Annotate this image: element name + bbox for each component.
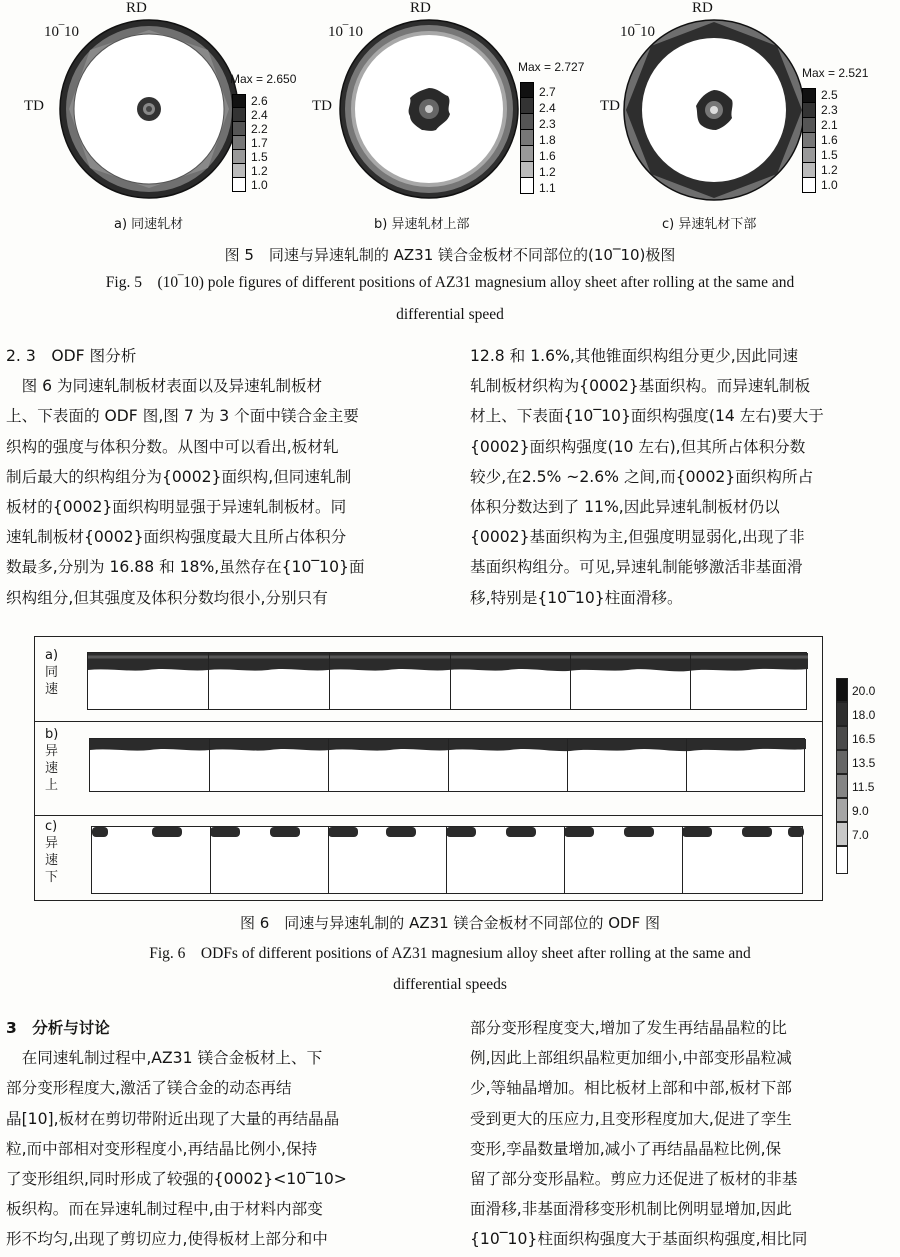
legend-value: 2.6 <box>251 94 268 108</box>
legend-value: 1.0 <box>821 178 838 192</box>
td-label: TD <box>24 98 44 114</box>
legend-value: 1.0 <box>251 178 268 192</box>
legend-value: 2.3 <box>821 103 838 117</box>
row-label-part: 速 <box>45 761 59 776</box>
text-line: 速轧制板材{0002}面织构强度最大且所占体积分 <box>6 528 347 547</box>
legend-values <box>821 88 838 193</box>
legend-values <box>251 94 268 192</box>
pole-figure-c-plot <box>622 18 806 202</box>
legend-value: 1.2 <box>539 165 556 179</box>
colorbar-value: 16.5 <box>852 732 876 746</box>
text-line: 少,等轴晶增加。相比板材上部和中部,板材下部 <box>470 1079 792 1098</box>
odf-cell-divider <box>210 827 211 893</box>
row-label <box>45 818 58 886</box>
text-line: 12.8 和 1.6%,其他锥面织构组分更少,因此同速 <box>470 347 799 365</box>
rd-label: RD <box>692 0 713 16</box>
text-line: 图 6 为同速轧制板材表面以及异速轧制板材 <box>6 377 323 396</box>
pole-figure-c <box>600 0 890 235</box>
section-2-3-right <box>470 341 898 613</box>
caption: a) 同速轧材 <box>114 217 184 232</box>
odf-cell-divider <box>209 739 210 791</box>
fig5-caption-en-2: differential speed <box>396 306 504 323</box>
text-line: 板织构。而在异速轧制过程中,由于材料内部变 <box>6 1200 323 1219</box>
colorbar-swatch <box>836 822 848 846</box>
row-label-part: c) <box>45 819 58 834</box>
colorbar-value: 7.0 <box>852 828 869 842</box>
direction-label: 10‾10 <box>328 24 363 40</box>
legend-bar <box>802 88 816 196</box>
text-line: 例,因此上部组织晶粒更加细小,中部变形晶粒减 <box>470 1049 792 1068</box>
text-line: 在同速轧制过程中,AZ31 镁合金板材上、下 <box>6 1049 323 1068</box>
fig6-caption-cn: 图 6 同速与异速轧制的 AZ31 镁合金板材不同部位的 ODF 图 <box>240 914 660 932</box>
fig6-caption-en-1: Fig. 6 ODFs of different positions of AZ31 magnesium alloy sheet after rolling at the same and <box>149 945 751 962</box>
max-label: Max = 2.650 <box>230 72 297 86</box>
fig5-caption-en-1: Fig. 5 (10‾10) pole figures of different positions of AZ31 magnesium alloy sheet after rolling at the same and <box>105 274 795 291</box>
text-line: 数最多,分别为 16.88 和 18%,虽然存在{10‾10}面 <box>6 558 365 577</box>
odf-section-box <box>91 826 803 894</box>
legend-value: 1.1 <box>539 181 556 195</box>
pole-figure-a <box>18 0 298 235</box>
legend-value: 1.7 <box>251 136 268 150</box>
legend-value: 2.4 <box>539 101 556 115</box>
legend-value: 2.5 <box>821 88 838 102</box>
odf-cell-divider <box>450 653 451 709</box>
legend-value: 2.4 <box>251 108 268 122</box>
odf-cell-divider <box>328 827 329 893</box>
colorbar-swatch <box>836 702 848 726</box>
colorbar-value: 11.5 <box>852 780 875 794</box>
odf-cell-divider <box>446 827 447 893</box>
max-label: Max = 2.727 <box>518 60 585 74</box>
text-line: 粒,而中部相对变形程度小,再结晶比例小,保持 <box>6 1139 318 1158</box>
text-line: 织构组分,但其强度及体积分数均很小,分别只有 <box>6 588 328 607</box>
odf-section-box <box>87 652 807 710</box>
odf-row-a <box>35 637 822 721</box>
text-line: 轧制板材织构为{0002}基面织构。而异速轧制板 <box>470 377 811 396</box>
row-label-part: 速 <box>45 853 59 868</box>
colorbar-value: 18.0 <box>852 708 876 722</box>
odf-cell-divider <box>208 653 209 709</box>
section-3-left <box>6 1013 434 1255</box>
row-label-part: 下 <box>45 870 59 885</box>
rd-label: RD <box>126 0 147 16</box>
odf-row-b <box>35 721 822 815</box>
colorbar-swatch <box>836 846 848 874</box>
odf-cell-divider <box>567 739 568 791</box>
legend-value: 1.6 <box>821 133 838 147</box>
legend-value: 2.1 <box>821 118 838 132</box>
legend-value: 1.5 <box>251 150 268 164</box>
row-label-part: a) <box>45 648 59 663</box>
text-line: 制后最大的织构组分为{0002}面织构,但同速轧制 <box>6 467 352 486</box>
section-2-3-left <box>6 341 434 613</box>
text-line: 留了部分变形晶粒。剪应力还促进了板材的非基 <box>470 1170 798 1189</box>
row-label-part: b) <box>45 727 59 742</box>
caption: c) 异速轧材下部 <box>662 217 757 232</box>
row-label-part: 上 <box>45 778 59 793</box>
odf-cell-divider <box>682 827 683 893</box>
text-line: 体积分数达到了 11%,因此异速轧制板材仍以 <box>470 498 780 517</box>
text-line: 晶[10],板材在剪切带附近出现了大量的再结晶晶 <box>6 1109 340 1128</box>
odf-cell-divider <box>328 739 329 791</box>
text-line: 织构的强度与体积分数。从图中可以看出,板材轧 <box>6 437 339 456</box>
legend-bar <box>520 82 534 194</box>
direction-label: 10‾10 <box>44 24 79 40</box>
text-line: 形不均匀,出现了剪切应力,使得板材上部分和中 <box>6 1230 328 1249</box>
legend-bar <box>232 94 246 192</box>
fig5-caption-cn: 图 5 同速与异速轧制的 AZ31 镁合金板材不同部位的(10‾10)极图 <box>224 246 676 264</box>
text-line: 部分变形程度变大,增加了发生再结晶晶粒的比 <box>470 1019 787 1037</box>
section-3-right <box>470 1013 898 1255</box>
colorbar-swatch <box>836 726 848 750</box>
legend-value: 1.2 <box>251 164 268 178</box>
legend-value: 2.2 <box>251 122 268 136</box>
row-label-part: 同 <box>45 665 59 680</box>
odf-section-box <box>89 738 805 792</box>
text-line: 部分变形程度大,激活了镁合金的动态再结 <box>6 1079 292 1098</box>
td-label: TD <box>600 98 620 114</box>
colorbar-swatch <box>836 774 848 798</box>
text-line: 变形,孪晶数量增加,减小了再结晶晶粒比例,保 <box>470 1139 782 1158</box>
legend-value: 1.5 <box>821 148 838 162</box>
legend-value: 2.7 <box>539 85 556 99</box>
text-line: 面滑移,非基面滑移变形机制比例明显增加,因此 <box>470 1200 792 1219</box>
colorbar-value: 20.0 <box>852 684 876 698</box>
direction-label: 10‾10 <box>620 24 655 40</box>
odf-cell-divider <box>564 827 565 893</box>
odf-band-c <box>92 827 804 841</box>
colorbar-value: 9.0 <box>852 804 869 818</box>
colorbar-value: 13.5 <box>852 756 876 770</box>
text-line: 受到更大的压应力,且变形程度加大,促进了孪生 <box>470 1109 792 1128</box>
fig6-caption-en-2: differential speeds <box>393 976 507 993</box>
legend-value: 2.3 <box>539 117 556 131</box>
legend-value: 1.2 <box>821 163 838 177</box>
odf-cell-divider <box>329 653 330 709</box>
odf-cell-divider <box>690 653 691 709</box>
row-label-part: 异 <box>45 744 59 759</box>
odf-cell-divider <box>570 653 571 709</box>
row-label <box>45 647 58 698</box>
text-line: 了变形组织,同时形成了较强的{0002}<10‾10> <box>6 1170 347 1189</box>
text-line: 基面织构组分。可见,异速轧制能够激活非基面滑 <box>470 558 803 577</box>
legend-value: 1.8 <box>539 133 556 147</box>
text-line: 移,特别是{10‾10}柱面滑移。 <box>470 588 683 607</box>
colorbar-swatch <box>836 798 848 822</box>
text-line: {10‾10}柱面织构强度大于基面织构强度,相比同 <box>470 1230 808 1249</box>
row-label-part: 异 <box>45 836 59 851</box>
legend-values <box>539 84 556 196</box>
row-label-part: 速 <box>45 682 59 697</box>
pole-figure-b-plot <box>338 18 520 200</box>
odf-cell-divider <box>686 739 687 791</box>
odf-colorbar <box>836 678 896 878</box>
pole-figure-a-plot <box>58 18 240 200</box>
text-line: 较少,在2.5% ~2.6% 之间,而{0002}面织构所占 <box>470 467 814 486</box>
td-label: TD <box>312 98 332 114</box>
text-line: 材上、下表面{10‾10}面织构强度(14 左右)要大于 <box>470 407 824 426</box>
section-heading: 2. 3 ODF 图分析 <box>6 347 137 365</box>
text-line: {0002}面织构强度(10 左右),但其所占体积分数 <box>470 437 806 456</box>
caption: b) 异速轧材上部 <box>374 217 470 232</box>
max-label: Max = 2.521 <box>802 66 869 80</box>
text-line: {0002}基面织构为主,但强度明显弱化,出现了非 <box>470 528 805 547</box>
colorbar-swatch <box>836 678 848 702</box>
colorbar-swatch <box>836 750 848 774</box>
text-line: 上、下表面的 ODF 图,图 7 为 3 个面中镁合金主要 <box>6 407 359 426</box>
odf-figure <box>34 636 823 901</box>
legend-value: 1.6 <box>539 149 556 163</box>
odf-cell-divider <box>448 739 449 791</box>
pole-figure-b <box>312 0 602 235</box>
odf-band-a <box>88 653 808 675</box>
rd-label: RD <box>410 0 431 16</box>
text-line: 板材的{0002}面织构明显强于异速轧制板材。同 <box>6 498 347 517</box>
section-heading: 3 分析与讨论 <box>6 1019 110 1037</box>
row-label <box>45 726 58 794</box>
odf-row-c <box>35 815 822 902</box>
